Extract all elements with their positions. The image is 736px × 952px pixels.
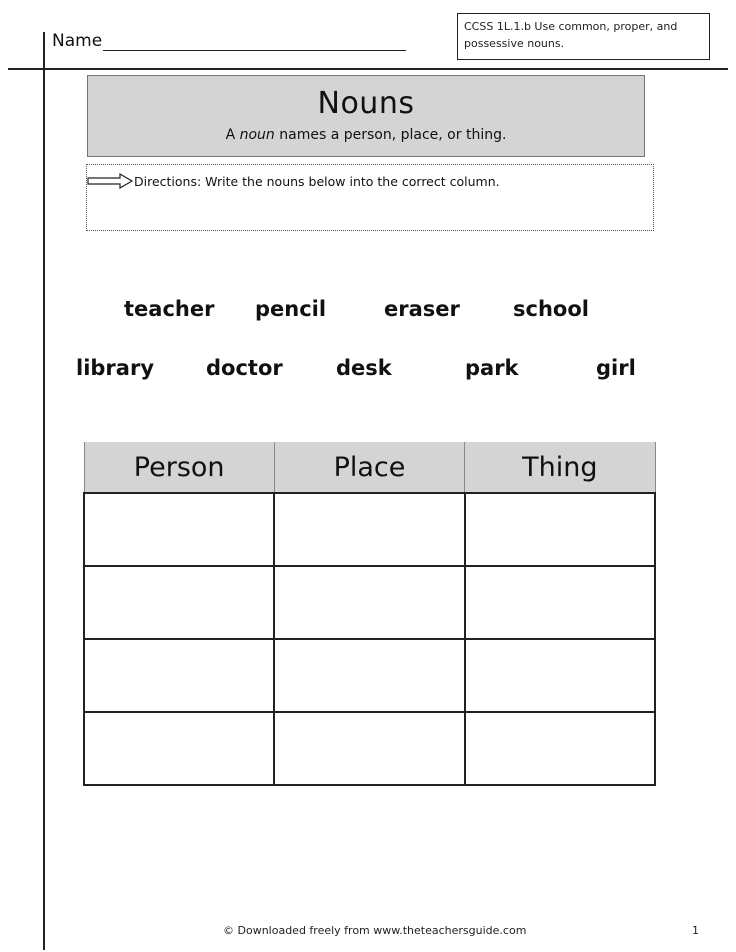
arrow-right-icon bbox=[87, 173, 133, 189]
definition bbox=[88, 127, 644, 143]
answer-cell[interactable] bbox=[465, 493, 655, 566]
sorting-table bbox=[83, 442, 656, 786]
name-label: Name bbox=[52, 31, 103, 51]
standard-box: CCSS 1L.1.b Use common, proper, and possessive nouns. bbox=[457, 13, 710, 60]
word-bank-item: doctor bbox=[206, 356, 283, 380]
word-bank-item: pencil bbox=[255, 297, 327, 321]
directions-text: Directions: Write the nouns below into the correct column. bbox=[134, 174, 500, 189]
word-bank-item: eraser bbox=[384, 297, 460, 321]
answer-cell[interactable] bbox=[274, 566, 464, 639]
answer-cell[interactable] bbox=[84, 639, 274, 712]
column-header-thing: Thing bbox=[465, 442, 655, 493]
definition-suffix: names a person, place, or thing. bbox=[274, 127, 507, 143]
column-header-person: Person bbox=[84, 442, 274, 493]
table-row bbox=[84, 712, 655, 785]
word-bank-item: school bbox=[513, 297, 589, 321]
definition-emphasis: noun bbox=[239, 127, 275, 143]
header-rule bbox=[8, 68, 728, 70]
answer-cell[interactable] bbox=[465, 712, 655, 785]
answer-cell[interactable] bbox=[465, 639, 655, 712]
table-row bbox=[84, 566, 655, 639]
page-number: 1 bbox=[692, 924, 699, 937]
title-box bbox=[87, 75, 645, 157]
column-header-place: Place bbox=[274, 442, 464, 493]
word-bank-item: park bbox=[465, 356, 519, 380]
answer-cell[interactable] bbox=[84, 566, 274, 639]
footer-credit: © Downloaded freely from www.theteachersguide.com bbox=[223, 924, 527, 937]
answer-cell[interactable] bbox=[84, 712, 274, 785]
answer-cell[interactable] bbox=[274, 712, 464, 785]
word-bank-item: girl bbox=[596, 356, 636, 380]
word-bank-item: library bbox=[76, 356, 155, 380]
word-bank-item: desk bbox=[336, 356, 392, 380]
definition-prefix: A bbox=[225, 127, 240, 143]
directions-box bbox=[86, 164, 654, 231]
answer-cell[interactable] bbox=[84, 493, 274, 566]
word-bank-item: teacher bbox=[124, 297, 215, 321]
table-header-row bbox=[84, 442, 655, 493]
footer bbox=[0, 924, 736, 944]
answer-cell[interactable] bbox=[465, 566, 655, 639]
table-row bbox=[84, 639, 655, 712]
table-row bbox=[84, 493, 655, 566]
page-title: Nouns bbox=[317, 86, 415, 121]
answer-cell[interactable] bbox=[274, 639, 464, 712]
margin-line bbox=[43, 32, 45, 950]
answer-cell[interactable] bbox=[274, 493, 464, 566]
name-write-line[interactable] bbox=[103, 50, 406, 51]
